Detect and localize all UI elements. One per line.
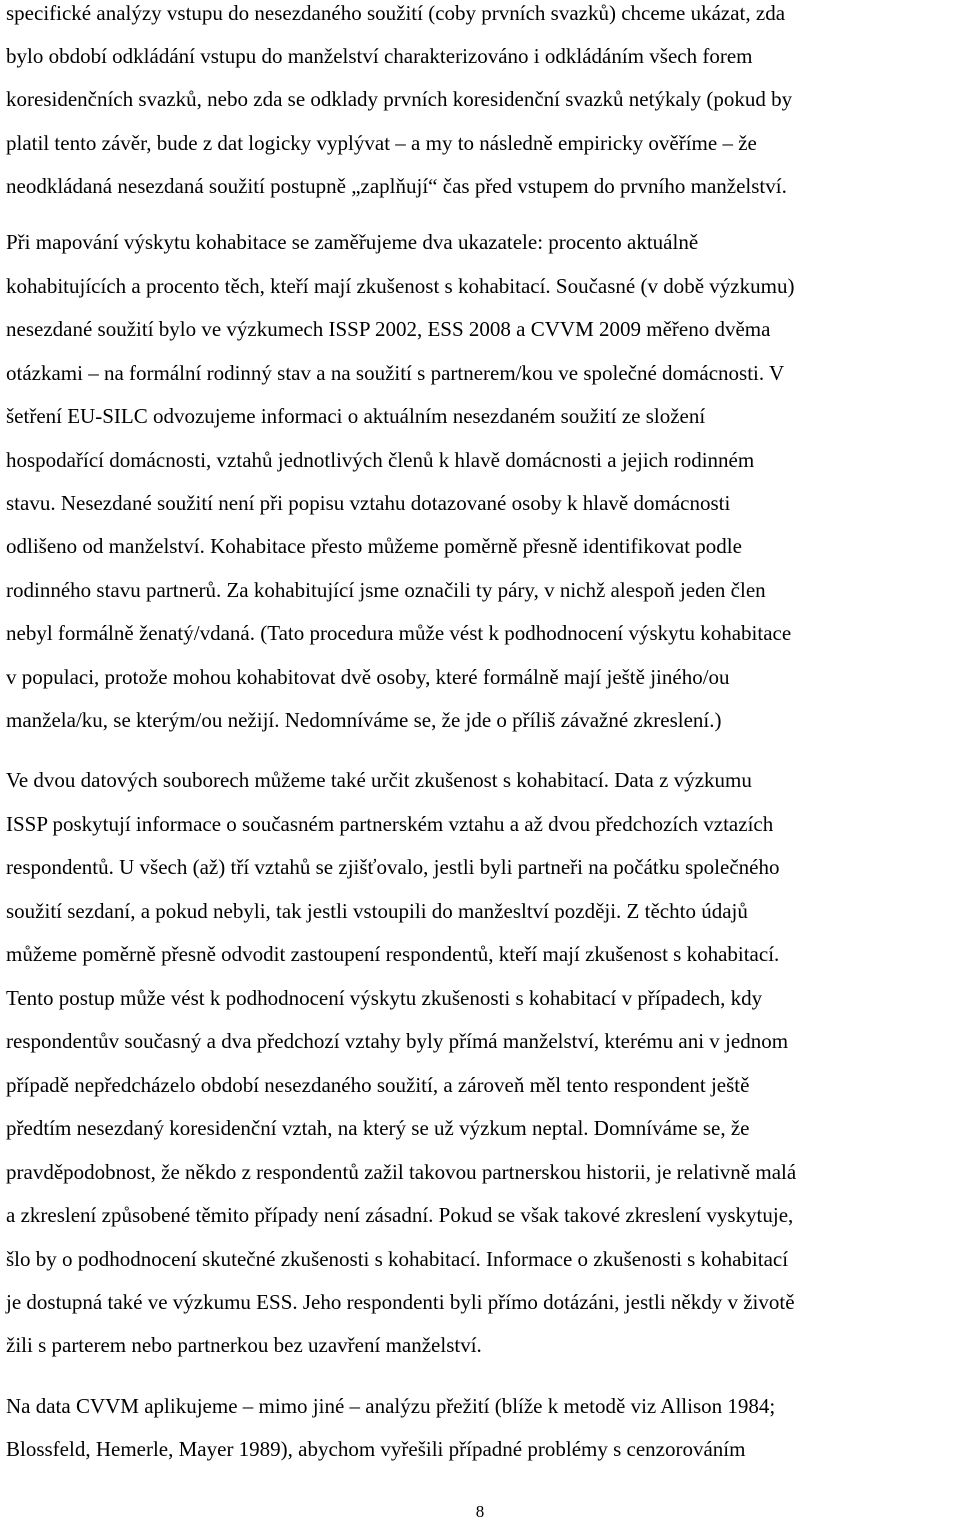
text-line: můžeme poměrně přesně odvodit zastoupení respondentů, kteří mají zkušenost s kohabitací. (6, 942, 780, 966)
text-line: odlišeno od manželství. Kohabitace přesto můžeme poměrně přesně identifikovat podle (6, 534, 742, 558)
text-line: stavu. Nesezdané soužití není při popisu vztahu dotazované osoby k hlavě domácnosti (6, 491, 731, 515)
text-line: otázkami – na formální rodinný stav a na soužití s partnerem/kou ve společné domácnosti. V (6, 361, 785, 385)
text-line: a zkreslení způsobené těmito případy není zásadní. Pokud se však takové zkreslení vyskytuje, (6, 1203, 794, 1227)
text-line: rodinného stavu partnerů. Za kohabitující jsme označili ty páry, v nichž alespoň jeden člen (6, 578, 766, 602)
text-line: předtím nesezdaný koresidenční vztah, na který se už výzkum neptal. Domníváme se, že (6, 1116, 750, 1140)
text-line: koresidenčních svazků, nebo zda se odklady prvních koresidenční svazků netýkaly (pokud by (6, 87, 793, 111)
text-line: hospodařící domácnosti, vztahů jednotlivých členů k hlavě domácnosti a jejich rodinném (6, 448, 755, 472)
text-line: žili s parterem nebo partnerkou bez uzavření manželství. (6, 1333, 482, 1357)
text-line: je dostupná také ve výzkumu ESS. Jeho respondenti byli přímo dotázáni, jestli někdy v životě (6, 1290, 795, 1314)
text-line: nebyl formálně ženatý/vdaná. (Tato procedura může vést k podhodnocení výskytu kohabitace (6, 621, 792, 645)
text-line: respondentův současný a dva předchozí vztahy byly přímá manželství, kterému ani v jednom (6, 1029, 789, 1053)
text-line: Blossfeld, Hemerle, Mayer 1989), abychom vyřešili případné problémy s cenzorováním (6, 1437, 746, 1461)
text-line: Ve dvou datových souborech můžeme také určit zkušenost s kohabitací. Data z výzkumu (6, 768, 752, 792)
text-line: Na data CVVM aplikujeme – mimo jiné – analýzu přežití (blíže k metodě viz Allison 1984; (6, 1394, 776, 1418)
text-line: neodkládaná nesezdaná soužití postupně „zaplňují“ čas před vstupem do prvního manželství. (6, 174, 787, 198)
text-line: specifické analýzy vstupu do nesezdaného soužití (coby prvních svazků) chceme ukázat, zda (6, 1, 786, 25)
text-line: soužití sezdaní, a pokud nebyli, tak jestli vstoupili do manžesltví později. Z těchto údajů (6, 899, 748, 923)
text-line: Tento postup může vést k podhodnocení výskytu zkušenosti s kohabitací v případech, kdy (6, 986, 763, 1010)
text-line: platil tento závěr, bude z dat logicky vyplývat – a my to následně empiricky ověříme – že (6, 131, 757, 155)
text-line: nesezdané soužití bylo ve výzkumech ISSP 2002, ESS 2008 a CVVM 2009 měřeno dvěma (6, 317, 771, 341)
text-line: bylo období odkládání vstupu do manželství charakterizováno i odkládáním všech forem (6, 44, 753, 68)
text-line: případě nepředcházelo období nesezdaného soužití, a zároveň měl tento respondent ještě (6, 1073, 750, 1097)
text-line: v populaci, protože mohou kohabitovat dvě osoby, které formálně mají ještě jiného/ou (6, 665, 730, 689)
text-line: kohabitujících a procento těch, kteří mají zkušenost s kohabitací. Současné (v době výzkumu) (6, 274, 795, 298)
text-line: šetření EU-SILC odvozujeme informaci o aktuálním nesezdaném soužití ze složení (6, 404, 706, 428)
text-line: pravděpodobnost, že někdo z respondentů zažil takovou partnerskou historii, je relativně malá (6, 1160, 797, 1184)
text-line: manžela/ku, se kterým/ou nežijí. Nedomníváme se, že jde o příliš závažné zkreslení.) (6, 708, 722, 732)
text-line: šlo by o podhodnocení skutečné zkušenosti s kohabitací. Informace o zkušenosti s kohabitací (6, 1247, 789, 1271)
text-line: respondentů. U všech (až) tří vztahů se zjišťovalo, jestli byli partneři na počátku společného (6, 855, 780, 879)
text-line: Při mapování výskytu kohabitace se zaměřujeme dva ukazatele: procento aktuálně (6, 230, 699, 254)
text-line: ISSP poskytují informace o současném partnerském vztahu a až dvou předchozích vztazích (6, 812, 774, 836)
page-number: 8 (475, 1502, 485, 1521)
